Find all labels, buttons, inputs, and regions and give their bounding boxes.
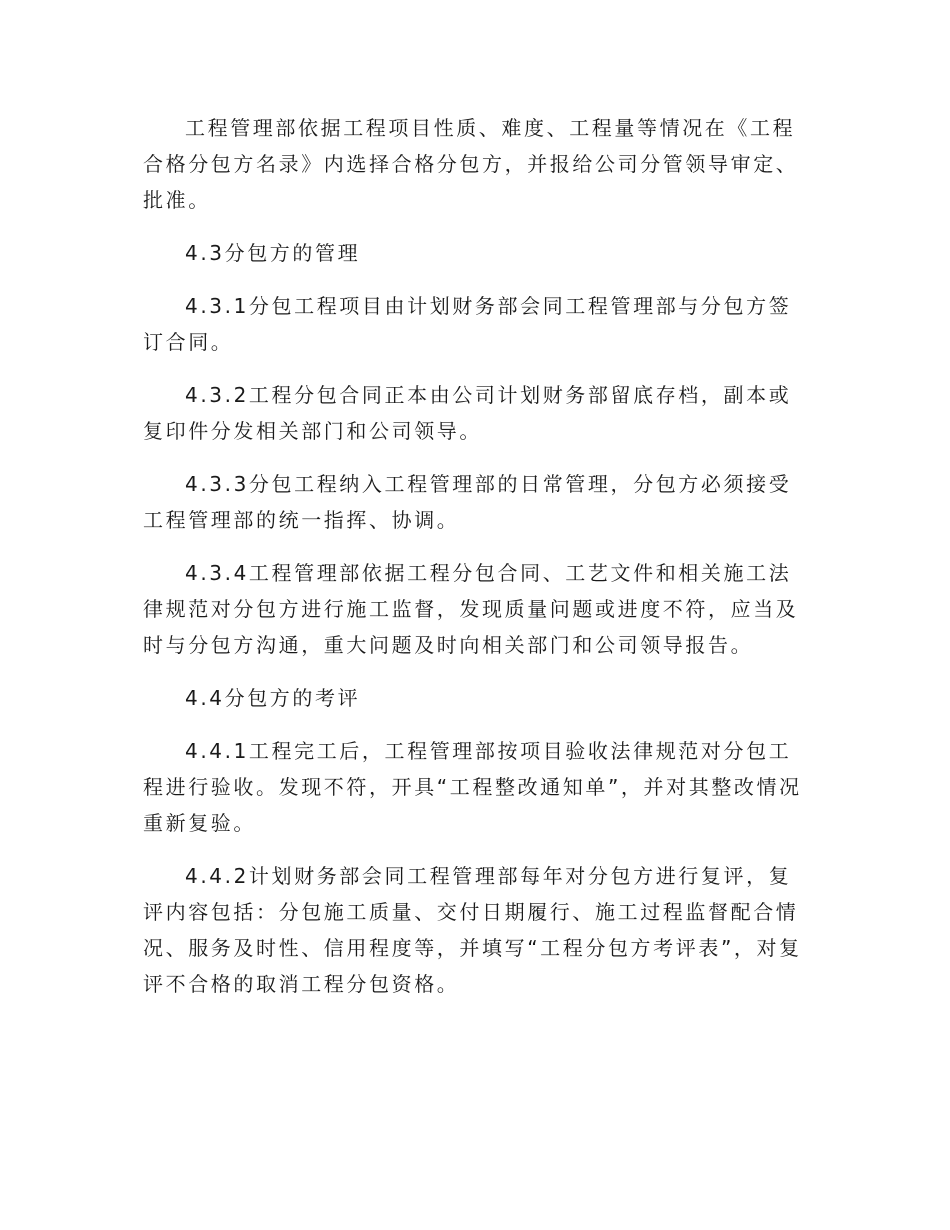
paragraph-subcontractor-selection: 工程管理部依据工程项目性质、难度、工程量等情况在《工程合格分包方名录》内选择合格分包方，并报给公司分管领导审定、批准。 bbox=[143, 116, 799, 212]
section-heading-4-3: 4.3分包方的管理 bbox=[185, 241, 361, 265]
paragraph-4-4-2: 4.4.2计划财务部会同工程管理部每年对分包方进行复评，复评内容包括：分包施工质量、交付日期履行、施工过程监督配合情况、服务及时性、信用程度等，并填写“工程分包方考评表”，对复评不合格的取消工程分包资格。 bbox=[143, 864, 802, 996]
section-heading-4-4: 4.4分包方的考评 bbox=[185, 686, 361, 710]
document-body bbox=[143, 110, 813, 1019]
paragraph-4-3-4: 4.3.4工程管理部依据工程分包合同、工艺文件和相关施工法律规范对分包方进行施工监督，发现质量问题或进度不符，应当及时与分包方沟通，重大问题及时向相关部门和公司领导报告。 bbox=[143, 561, 799, 657]
paragraph-4-3-3: 4.3.3分包工程纳入工程管理部的日常管理，分包方必须接受工程管理部的统一指挥、协调。 bbox=[143, 472, 792, 532]
paragraph-4-3-2: 4.3.2工程分包合同正本由公司计划财务部留底存档，副本或复印件分发相关部门和公司领导。 bbox=[143, 383, 792, 443]
paragraph-4-3-1: 4.3.1分包工程项目由计划财务部会同工程管理部与分包方签订合同。 bbox=[143, 294, 792, 354]
paragraph-4-4-1: 4.4.1工程完工后，工程管理部按项目验收法律规范对分包工程进行验收。发现不符，开具“工程整改通知单”，并对其整改情况重新复验。 bbox=[143, 739, 802, 835]
